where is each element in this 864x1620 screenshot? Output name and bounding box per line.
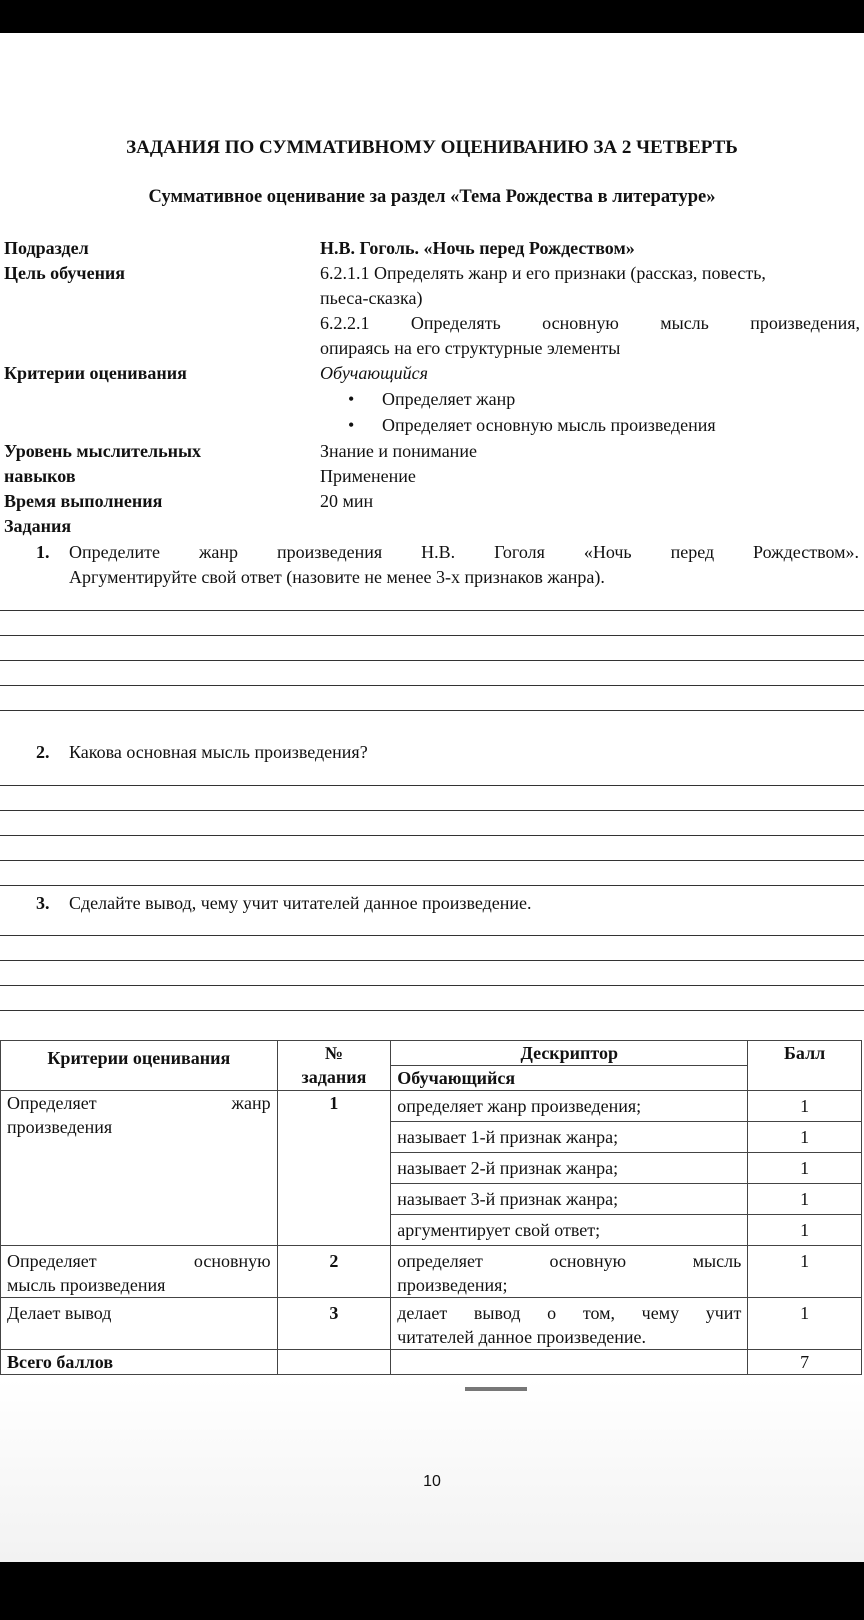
criterion-cell: Определяет жанр произведения bbox=[1, 1091, 278, 1246]
answer-line bbox=[0, 610, 864, 611]
score-cell: 1 bbox=[748, 1298, 862, 1350]
table-row bbox=[1, 1298, 862, 1350]
task-text: Определите жанр произведения Н.В. Гоголя «Ночь перед Рождеством». bbox=[69, 542, 859, 562]
total-score: 7 bbox=[748, 1350, 862, 1375]
task-text: Какова основная мысль произведения? bbox=[69, 742, 368, 762]
level-label-1: Уровень мыслительных bbox=[4, 441, 202, 461]
descriptor-cell: определяет основную мысль произведения; bbox=[391, 1246, 748, 1298]
subsection-label: Подраздел bbox=[4, 238, 89, 258]
score-cell: 1 bbox=[748, 1153, 862, 1184]
page-number: 10 bbox=[423, 1473, 441, 1490]
criteria-item: • Определяет жанр bbox=[350, 389, 515, 410]
task-number-cell: 2 bbox=[277, 1246, 391, 1298]
goal-2-line1: 6.2.2.1 Определять основную мысль произведения, bbox=[320, 313, 860, 333]
header-descriptor: Дескриптор bbox=[391, 1041, 748, 1066]
answer-line bbox=[0, 635, 864, 636]
task-number-cell: 3 bbox=[277, 1298, 391, 1350]
answer-line bbox=[0, 810, 864, 811]
answer-line bbox=[0, 935, 864, 936]
task-text: Аргументируйте свой ответ (назовите не менее 3-х признаков жанра). bbox=[69, 567, 605, 587]
goal-2-line2: опираясь на его структурные элементы bbox=[320, 338, 621, 358]
document-subtitle: Суммативное оценивание за раздел «Тема Рождества в литературе» bbox=[148, 187, 716, 207]
criterion-cell: Определяет основную мысль произведения bbox=[1, 1246, 278, 1298]
header-score: Балл bbox=[748, 1041, 862, 1091]
answer-line bbox=[0, 660, 864, 661]
top-black-bar bbox=[0, 0, 864, 33]
answer-line bbox=[0, 785, 864, 786]
score-cell: 1 bbox=[748, 1246, 862, 1298]
answer-line bbox=[0, 685, 864, 686]
document-title: ЗАДАНИЯ ПО СУММАТИВНОМУ ОЦЕНИВАНИЮ ЗА 2 ЧЕТВЕРТЬ bbox=[126, 137, 738, 158]
total-label: Всего баллов bbox=[1, 1350, 278, 1375]
level-value-2: Применение bbox=[320, 466, 416, 486]
table-row-total bbox=[1, 1350, 862, 1375]
tasks-label: Задания bbox=[4, 516, 72, 536]
bottom-black-bar bbox=[0, 1562, 864, 1620]
score-cell: 1 bbox=[748, 1091, 862, 1122]
descriptor-cell: называет 1-й признак жанра; bbox=[391, 1122, 748, 1153]
total-empty-cell bbox=[277, 1350, 391, 1375]
table-row bbox=[1, 1091, 862, 1122]
time-label: Время выполнения bbox=[4, 491, 163, 511]
task-number: 3. bbox=[36, 893, 50, 913]
descriptor-cell: делает вывод о том, чему учит читателей данное произведение. bbox=[391, 1298, 748, 1350]
answer-line bbox=[0, 985, 864, 986]
goal-1-line2: пьеса-сказка) bbox=[320, 288, 423, 308]
answer-line bbox=[0, 710, 864, 711]
level-label-2: навыков bbox=[4, 466, 76, 486]
score-cell: 1 bbox=[748, 1184, 862, 1215]
descriptor-cell: называет 3-й признак жанра; bbox=[391, 1184, 748, 1215]
descriptor-cell: определяет жанр произведения; bbox=[391, 1091, 748, 1122]
answer-line bbox=[0, 860, 864, 861]
criterion-cell: Делает вывод bbox=[1, 1298, 278, 1350]
criteria-item: • Определяет основную мысль произведения bbox=[350, 415, 716, 436]
level-value-1: Знание и понимание bbox=[320, 441, 477, 461]
header-descriptor-sub: Обучающийся bbox=[391, 1066, 748, 1091]
table-row bbox=[1, 1246, 862, 1298]
header-task-number: № задания bbox=[277, 1041, 391, 1091]
scan-smudge bbox=[465, 1387, 527, 1391]
time-value: 20 мин bbox=[320, 491, 374, 511]
task-number-cell: 1 bbox=[277, 1091, 391, 1246]
answer-line bbox=[0, 1010, 864, 1011]
score-cell: 1 bbox=[748, 1122, 862, 1153]
descriptor-cell: называет 2-й признак жанра; bbox=[391, 1153, 748, 1184]
task-number: 1. bbox=[36, 542, 50, 562]
subsection-value: Н.В. Гоголь. «Ночь перед Рождеством» bbox=[320, 238, 635, 258]
goal-1-line1: 6.2.1.1 Определять жанр и его признаки (рассказ, повесть, bbox=[320, 263, 766, 283]
goal-label: Цель обучения bbox=[4, 263, 126, 283]
answer-line bbox=[0, 960, 864, 961]
criteria-intro: Обучающийся bbox=[320, 363, 429, 383]
score-cell: 1 bbox=[748, 1215, 862, 1246]
task-text: Сделайте вывод, чему учит читателей данное произведение. bbox=[69, 893, 532, 913]
task-number: 2. bbox=[36, 742, 50, 762]
descriptor-cell: аргументирует свой ответ; bbox=[391, 1215, 748, 1246]
total-empty-cell bbox=[391, 1350, 748, 1375]
answer-line bbox=[0, 835, 864, 836]
header-criteria: Критерии оценивания bbox=[1, 1041, 278, 1091]
criteria-label: Критерии оценивания bbox=[4, 363, 187, 383]
answer-line bbox=[0, 885, 864, 886]
rubric-table bbox=[0, 1040, 862, 1375]
